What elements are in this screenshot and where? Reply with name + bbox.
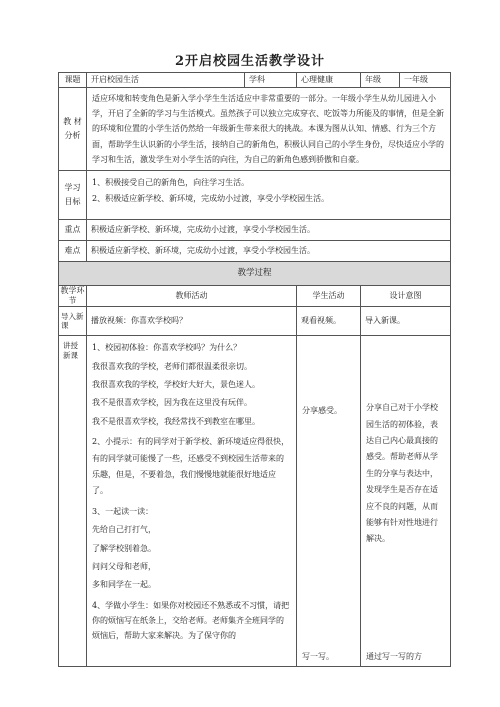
teacher-line: 问问父母和老师， <box>92 562 156 571</box>
goals-label-2: 目标 <box>64 196 81 206</box>
column-header-intent: 设计意图 <box>361 285 451 306</box>
grade-value: 一年级 <box>404 75 428 84</box>
lecture-intent-2: 通过写一写的方 <box>366 652 422 662</box>
lecture-intent: 分享自己对于小学校园生活的初体验，表达自己内心最真接的感受。帮助老师从学生的分享与表达中，发现学生是否存在适应不良的问题，从而能够有针对性地进行解决。 <box>366 403 438 544</box>
topic-row <box>59 73 451 88</box>
intro-intent: 导入新课。 <box>361 306 451 336</box>
lecture-student-share: 分享感受。 <box>302 406 342 416</box>
key-point-row <box>59 219 451 240</box>
analysis-text: 适应环境和转变角色是新入学小学生生活适应中非常重要的一部分。一年级小学生从幼儿园进入小学，开启了全新的学习与生活模式。虽然孩子可以独立完成穿衣、吃饭等力所能及的事情，但是全新的环境和位置的小学生活仍然给一年级新生带来很大的挑战。本课为图从认知、情感、行为三个方面，帮助学生认识新的小学生活，接纳自己的新角色，积极认同自己的小学生身份，尽快适应小学的学习和生活，激发学生对小学生活的向往，为自己的新角色感到骄傲和自豪。 <box>87 88 451 171</box>
teacher-line: 我很喜欢我的学校，学校好大好大，景色迷人。 <box>92 380 260 390</box>
column-header-stage: 教学环节 <box>60 285 85 305</box>
intro-row <box>59 306 451 336</box>
goal-item: 2、积极适应新学校、新环境，完成幼小过渡，享受小学校园生活。 <box>92 193 330 203</box>
process-columns-row <box>59 285 451 306</box>
page-title: 2开启校园生活教学设计 <box>174 54 326 69</box>
teacher-line: 多和同学在一起。 <box>92 580 156 590</box>
teacher-line: 我不是很喜欢学校，因为我在这里没有玩伴。 <box>92 398 252 408</box>
topic-value: 开启校园生活 <box>87 73 245 88</box>
goal-item: 1、积极接受自己的新角色，向往学习生活。 <box>92 177 250 187</box>
grade-label: 年级 <box>361 73 400 87</box>
key-point-label: 重点 <box>59 219 87 240</box>
lecture-teacher <box>87 336 297 667</box>
column-header-teacher: 教师活动 <box>87 285 297 306</box>
teacher-line: 3、一起读一读： <box>92 506 154 516</box>
teacher-line: 我不是很喜欢学校，我经常找不到教室在哪里。 <box>92 416 260 426</box>
analysis-label-2: 分析 <box>64 130 81 140</box>
teacher-line: 先给自己打打气， <box>92 525 156 535</box>
analysis-label-1: 教 材 <box>63 116 82 126</box>
teacher-line: 2、小提示：有的同学对于新学校、新环境适应得很快，有的同学就可能慢了一些，还感受不到校园生活带来的乐趣，但是，不要着急，我们慢慢地就能很好地适应了。 <box>92 437 290 496</box>
difficulty-row <box>59 240 451 261</box>
key-point-text: 积极适应新学校、新环境，完成幼小过渡，享受小学校园生活。 <box>87 219 451 240</box>
topic-label: 课题 <box>59 73 87 88</box>
difficulty-label: 难点 <box>59 240 87 261</box>
intro-student: 观看视频。 <box>297 306 361 336</box>
process-header-row <box>59 261 451 285</box>
teacher-line: 了解学校别着急。 <box>92 543 156 553</box>
teacher-line: 4、学做小学生：如果你对校园还不熟悉或不习惯，请把你的烦恼写在纸条上，交给老师。老师集齐全班同学的烦恼后，帮助大家来解决。为了保守你的 <box>92 600 290 641</box>
lecture-student-write: 写一写。 <box>302 652 334 662</box>
lecture-row <box>59 336 451 667</box>
column-header-student: 学生活动 <box>297 285 361 306</box>
subject-label: 学科 <box>245 73 297 88</box>
teacher-line: 我很喜欢我的学校，老师们都很温柔很亲切。 <box>92 361 252 371</box>
analysis-row <box>59 88 451 171</box>
intro-teacher: 播放视频：你喜欢学校吗？ <box>87 306 297 336</box>
difficulty-text: 积极适应新学校、新环境，完成幼小过渡，享受小学校园生活。 <box>87 240 451 261</box>
lecture-stage: 讲授新课 <box>59 336 87 667</box>
lesson-plan-table <box>58 72 451 667</box>
subject-value: 心理健康 <box>297 73 361 88</box>
process-header: 教学过程 <box>59 261 451 285</box>
goals-label-1: 学习 <box>64 182 81 192</box>
goals-row <box>59 170 451 219</box>
teacher-line: 1、校园初体验：你喜欢学校吗？为什么？ <box>92 343 242 353</box>
intro-stage: 导入新课 <box>59 306 87 336</box>
